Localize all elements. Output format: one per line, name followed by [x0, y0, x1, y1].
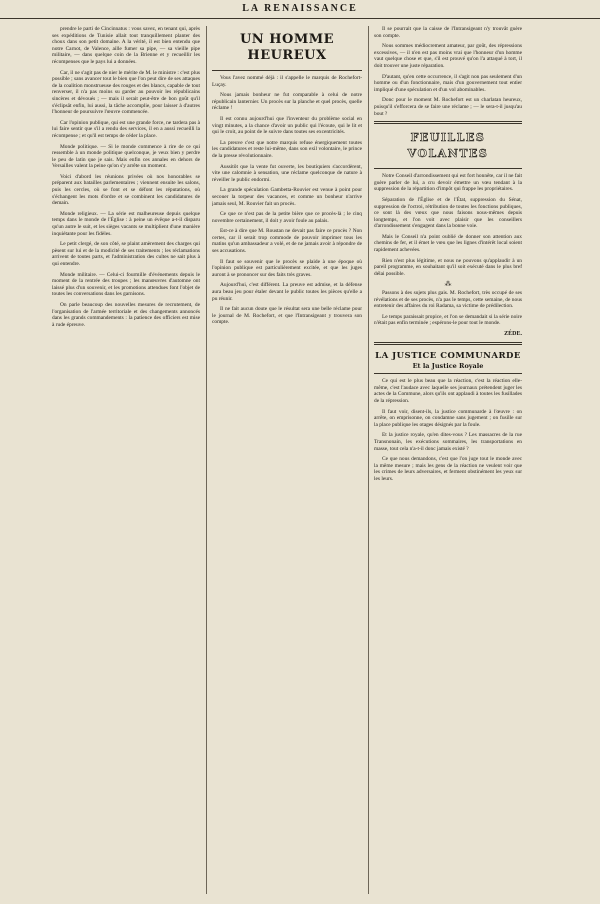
paragraph: La grande spéculation Gambetta-Rouvier est venue à point pour secouer la torpeur des vacances, et comme un bonheur n'arrive jamais seul, M. Rouvier fait un procès. [212, 187, 362, 207]
article-headline: UN HOMME HEUREUX [239, 32, 335, 63]
paragraph: Notre Conseil d'arrondissement qui est fort honnête, car il ne fait guère parler de lui, a cru devoir émettre un vœu tendant à la suppression de la répartition d'impôt qui frappe les propriétaires. [374, 173, 522, 193]
paragraph: Rien n'est plus légitime, et nous ne pouvons qu'applaudir à un pareil programme, en souhaitant qu'il soit exécuté dans le plus bref délai possible. [374, 257, 522, 277]
divider [374, 121, 522, 124]
paragraph: Il faut voir, disent-ils, la justice communarde à l'œuvre : on arrête, on emprisonne, on condamne sans jugement ; on fusille sur la place publique les otages désignés par la foule. [374, 408, 522, 428]
paragraph: Ce que nous demandons, c'est que l'on juge tout le monde avec la même mesure ; mais les gens de la réaction ne veulent voir que les crimes de leurs adversaires, et ferment obstinément les yeux sur les leurs. [374, 456, 522, 482]
paragraph: Le temps paraissait propice, et l'on se demandait si la série noire n'était pas enfin terminée ; espérons-le pour tout le monde. [374, 313, 522, 327]
paragraph: Car l'opinion publique, qui est une grande force, ne tardera pas à lui faire sentir que s'il a rendu des services, il en a aussi recueilli la récompense ; et qu'il est temps de céder la place. [52, 119, 200, 139]
paragraph: Il est connu aujourd'hui que l'inventeur du problème social en vingt minutes, a la chance d'avoir un public qui l'écoute, qui le lit et qui le croit, au point de le suivre dans toutes ses excentricités. [212, 115, 362, 136]
masthead: LA RENAISSANCE [0, 0, 600, 19]
paragraph: Il ne fait aucun doute que le résultat sera une belle réclame pour le journal de M. Rochefort, et que l'Intransigeant y trouvera son compte. [212, 306, 362, 326]
divider [374, 168, 522, 169]
section-title: FEUILLES VOLANTES [407, 131, 489, 161]
paragraph: La preuve c'est que notre marquis refuse énergiquement toutes les candidatures et reste lui-même, dans son exil volontaire, le prince de la presse révolutionnaire. [212, 139, 362, 159]
paragraph: Monde politique. — Si le monde commence à rire de ce qui ressemble à un monde politique quelconque, je veux bien y perdre le peu de latin que je sais. Mais enfin ces annales en dehors de Versailles valent la peine qu'on s'y arrête un moment. [52, 143, 200, 170]
paragraph: Il se pourrait que la caisse de l'Intransigeant n'y trouvât guère son compte. [374, 26, 522, 39]
column-right [374, 26, 522, 896]
paragraph: Donc pour le moment M. Rochefort est un charlatan heureux, puisqu'il s'efforcera de se faire une réclame ; — le sera-t-il jusqu'au bout ? [374, 97, 522, 117]
column-left [52, 26, 200, 896]
paragraph: D'autant, qu'en cette occurrence, il s'agit non pas seulement d'un homme ou d'un fonctionnaire, mais d'un gouvernement tout entier impliqué d'une spéculation et d'un vol abominables. [374, 73, 522, 93]
paragraph: Passons à des sujets plus gais. M. Rochefort, très occupé de ses révélations et de ses procès, n'a pas le temps, cette semaine, de nous entretenir des affaires du roi Radama, sa victime de prédilection. [374, 290, 522, 310]
divider [374, 373, 522, 374]
article-headline: LA JUSTICE COMMUNARDE [375, 350, 521, 361]
article-subtitle: Et la Justice Royale [412, 361, 484, 370]
paragraph: prendre le parti de Cincinnatus : vous savez, en tenant qui, après ses expéditions de Tunisie allait tout tranquillement planter des choux dans son petit domaine. A la vérité, il est bien entendu que notre Carnot, de Valence, aille fumer sa pipe, — sa vieille pipe militaire, — dans quelque coin de la Brienne et y recueillir les récompenses que le pays lui a données. [52, 26, 200, 65]
paragraph: Ce que ce n'est pas de la petite bière que ce procès-là ; le cinq novembre certainement, il doit y avoir foule au palais. [212, 211, 362, 224]
paragraph: Vous l'avez nommé déjà : il s'appelle le marquis de Rochefort-Luçay. [212, 75, 362, 88]
paragraph: Aussitôt que la vente fut ouverte, les boutiquiers s'accordèrent, vite une calomnie à sensation, une réclame quelconque de nature à réveiller le public endormi. [212, 163, 362, 183]
divider [374, 342, 522, 345]
divider [212, 70, 362, 71]
paragraph: Monde militaire. — Celui-ci fourmille d'événements depuis le moment de la rentrée des troupes ; les manœuvres d'automne ont laissé plus d'un souvenir, et les promotions attendues font l'objet de toutes les conversations dans les garnisons. [52, 271, 200, 298]
paragraph: Monde religieux. — La série est malheureuse depuis quelque temps dans le monde de l'Église : à peine un évêque a-t-il disparu qu'un autre le suit, et les sièges vacants se multiplient d'une manière inquiétante pour les fidèles. [52, 210, 200, 237]
paragraph: Ce qui est le plus beau que la réaction, c'est la réaction elle-même, c'est l'audace avec laquelle ses journaux prétendent juger les actes de la Commune, alors qu'ils ont applaudi à toutes les fusillades de la répression. [374, 378, 522, 404]
paragraph: Est-ce à dire que M. Roustan ne devait pas faire ce procès ? Non certes, car il serait trop commode de pouvoir imprimer tous les matins qu'un ambassadeur a volé, et de ne jamais avoir à répondre de ses accusations. [212, 228, 362, 255]
paragraph: Voici d'abord les réunions privées où nos honorables se préparent aux batailles parlementaires ; viennent ensuite les salons, puis les cercles, où se font et se défont les réputations, où s'échangent les mots d'ordre et se combinent les candidatures de demain. [52, 173, 200, 207]
paragraph: Et la justice royale, qu'en dites-vous ? Les massacres de la rue Transnonain, les exécutions sommaires, les transportations en masse, tout cela n'a-t-il donc jamais existé ? [374, 432, 522, 452]
paragraph: Séparation de l'Église et de l'État, suppression du Sénat, suppression de l'octroi, rétribution de toutes les fonctions publiques, ce sont là des vœux que nous faisons nous-mêmes depuis longtemps, et l'on voit avec plaisir que les conseillers d'arrondissement s'engagent dans la bonne voie. [374, 196, 522, 230]
paragraph: Nous jamais bonheur ne fut comparable à celui de notre républicain lanternier. Un procès sur la planche et quel procès, quelle réclame ! [212, 92, 362, 112]
paragraph: Aujourd'hui, c'est différent. La preuve est admise, et la défense aura beau jeu pour étaler devant le public toutes les pièces qu'elle a pu réunir. [212, 282, 362, 302]
paragraph: Il faut se souvenir que le procès se plaide à une époque où l'opinion publique est particulièrement excitée, et que les juges auront à se prononcer sur des faits très graves. [212, 258, 362, 278]
column-divider [368, 26, 369, 894]
paragraph: On parle beaucoup des nouvelles mesures de recrutement, de l'organisation de l'armée territoriale et des changements annoncés dans les grands commandements : la patience des officiers est mise à rude épreuve. [52, 301, 200, 328]
paragraph: Mais le Conseil n'a point oublié de donner son attention aux chemins de fer, et il émet le vœu que les lignes d'intérêt local soient rapidement achevées. [374, 233, 522, 254]
asterism-icon: ⁂ [444, 280, 452, 289]
paragraph: Le petit clergé, de son côté, se plaint amèrement des charges qui pèsent sur lui et de la modicité de ses traitements ; les réclamations arrivent de toutes parts, et l'administration des cultes ne sait plus à qui entendre. [52, 241, 200, 267]
column-middle [212, 26, 362, 896]
column-divider [206, 26, 207, 894]
signature: ZÉDE. [504, 331, 522, 337]
paragraph: Nous sommes médiocrement amateur, par goût, des répressions excessives, — il n'en est pas moins vrai que l'honneur d'un homme vaut quelque chose et que, s'il est prouvé qu'on l'a attaqué à tort, il doit trouver une juste réparation. [374, 43, 522, 69]
paragraph: Car, il ne s'agit pas de nier le mérite de M. le ministre : c'est plus possible ; sans avancer tout le bien que l'on peut dire de ses attaques de la coalition monstrueuse des rouges et des blancs, capable de tout renverser, il n'a pas moins su garder au pouvoir les républicains sincères et dévoués ; — mais il serait peut-être de bon goût qu'il s'éclipsât enfin, lui aussi, la tâche accomplie, pour laisser à d'autres l'honneur de poursuivre l'œuvre commencée. [52, 69, 200, 116]
